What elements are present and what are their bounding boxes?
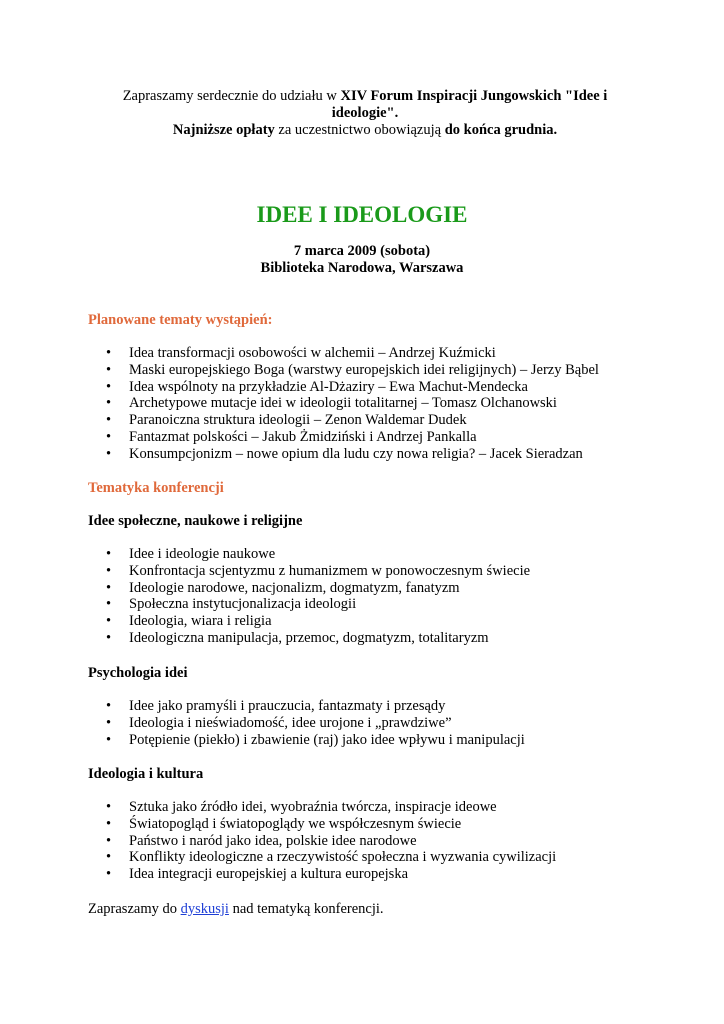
list-item: • Społeczna instytucjonalizacja ideologii [88, 596, 530, 613]
lowest-fees-text: Najniższe opłaty [172, 122, 275, 138]
list-item: • Idea wspólnoty na przykładzie Al-Dżaziry – Ewa Machut-Mendecka [88, 379, 599, 396]
discussion-link[interactable]: dyskusji [180, 901, 229, 917]
section-list-psychology [88, 698, 525, 748]
list-item: • Konflikty ideologiczne a rzeczywistość społeczna i wyzwania cywilizacji [88, 849, 556, 866]
section-heading-social: Idee społeczne, naukowe i religijne [88, 513, 303, 529]
section-list-social [88, 546, 530, 647]
list-item: • Ideologia, wiara i religia [88, 613, 530, 630]
section-list-culture [88, 799, 556, 883]
page-title: IDEE I IDEOLOGIE [256, 202, 468, 227]
event-place: Biblioteka Narodowa, Warszawa [260, 260, 464, 276]
deadline-text: do końca grudnia. [444, 122, 558, 138]
closing-prefix: Zapraszamy do [88, 901, 181, 917]
list-item: • Paranoiczna struktura ideologii – Zenon Waldemar Dudek [88, 412, 599, 429]
section-heading-culture: Ideologia i kultura [88, 766, 204, 782]
list-item: • Państwo i naród jako idea, polskie idee narodowe [88, 833, 556, 850]
list-item: • Światopogląd i światopoglądy we współczesnym świecie [88, 816, 556, 833]
list-item: • Idea transformacji osobowości w alchemii – Andrzej Kuźmicki [88, 345, 599, 362]
closing-suffix: nad tematyką konferencji. [228, 901, 384, 917]
list-item: • Potępienie (piekło) i zbawienie (raj) jako idee wpływu i manipulacji [88, 732, 525, 749]
list-item: • Idea integracji europejskiej a kultura europejska [88, 866, 556, 883]
talks-list [88, 345, 599, 463]
list-item: • Maski europejskiego Boga (warstwy europejskich idei religijnych) – Jerzy Bąbel [88, 362, 599, 379]
list-item: • Archetypowe mutacje idei w ideologii totalitarnej – Tomasz Olchanowski [88, 395, 599, 412]
event-date: 7 marca 2009 (sobota) [293, 243, 431, 259]
list-item: • Ideologiczna manipulacja, przemoc, dogmatyzm, totalitaryzm [88, 630, 530, 647]
fees-mid-text: za uczestnictwo obowiązują [274, 122, 445, 138]
list-item: • Fantazmat polskości – Jakub Żmidziński i Andrzej Pankalla [88, 429, 599, 446]
topics-heading: Tematyka konferencji [88, 480, 224, 496]
list-item: • Ideologia i nieświadomość, idee urojone i „prawdziwe” [88, 715, 525, 732]
list-item: • Sztuka jako źródło idei, wyobraźnia twórcza, inspiracje ideowe [88, 799, 556, 816]
section-heading-psychology: Psychologia idei [88, 665, 188, 681]
list-item: • Konfrontacja scjentyzmu z humanizmem w ponowoczesnym świecie [88, 563, 530, 580]
talks-heading: Planowane tematy wystąpień: [88, 312, 273, 328]
closing-paragraph [88, 901, 384, 918]
intro-paragraph [110, 88, 620, 139]
list-item: • Idee i ideologie naukowe [88, 546, 530, 563]
intro-text: Zapraszamy serdecznie do udziału w [122, 88, 341, 104]
forum-name: XIV Forum Inspiracji Jungowskich "Idee i ideologie". [331, 88, 608, 121]
list-item: • Ideologie narodowe, nacjonalizm, dogmatyzm, fanatyzm [88, 580, 530, 597]
event-info [0, 243, 724, 277]
list-item: • Idee jako pramyśli i prauczucia, fantazmaty i przesądy [88, 698, 525, 715]
list-item: • Konsumpcjonizm – nowe opium dla ludu czy nowa religia? – Jacek Sieradzan [88, 446, 599, 463]
